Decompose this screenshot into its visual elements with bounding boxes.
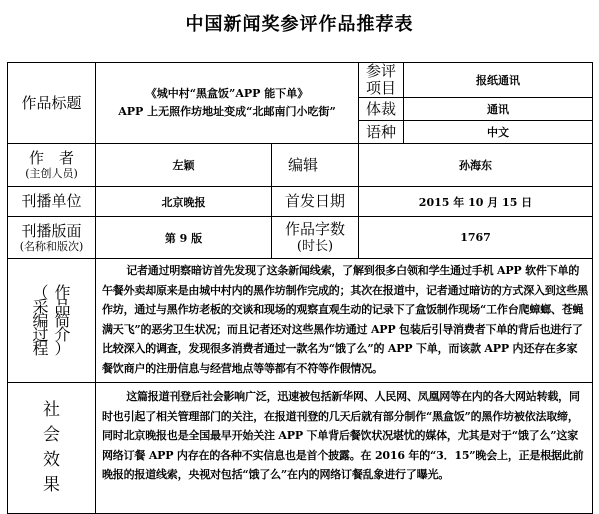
process-label-char: 简	[54, 310, 71, 330]
effect-label-char: 效	[43, 450, 60, 470]
author-label: 作 者	[28, 149, 74, 167]
work-title-label: 作品标题	[8, 63, 96, 144]
process-label-char: 程	[32, 338, 49, 358]
edition-value: 第 9 版	[96, 217, 272, 259]
process-label-char: 编	[32, 310, 49, 330]
word-count-label-cell	[272, 217, 359, 259]
word-count-label: 作品字数	[284, 219, 345, 238]
genre-value: 通讯	[404, 98, 593, 121]
effect-label	[8, 398, 95, 498]
effect-label-char: 果	[43, 475, 60, 495]
author-value: 左颖	[96, 144, 272, 187]
process-label-cell	[8, 259, 96, 383]
category-label: 参评项目	[359, 63, 404, 98]
word-count-sublabel: (时长)	[296, 238, 334, 254]
category-value: 报纸通讯	[404, 63, 593, 98]
work-title-value	[96, 63, 359, 144]
publisher-value: 北京晚报	[96, 187, 272, 217]
process-label-char: 介	[54, 324, 71, 344]
language-value: 中文	[404, 121, 593, 144]
process-label-col1	[32, 282, 49, 358]
work-title-line2: APP 上无照作坊地址变成“北邮南门小吃街”	[118, 105, 336, 118]
word-count-value: 1767	[359, 217, 593, 259]
date-label: 首发日期	[272, 187, 359, 217]
author-label-cell	[8, 144, 96, 187]
process-label-char: 品	[54, 296, 71, 316]
work-title-line1: 《城中村“黑盒饭”APP 能下单》	[145, 87, 309, 100]
page-title: 中国新闻奖参评作品推荐表	[185, 14, 414, 35]
effect-text: 这篇报道刊登后社会影响广泛，迅速被包括新华网、人民网、凤凰网等在内的各大网站转载，同时也引起了相关管理部门的关注，在报道刊登的几天后就有部分制作“黑盒饭”的黑作坊被依法取缔，同时北京晚报也是全国最早开始关注 APP 下单背后餐饮状况堪忧的媒体，尤其是对于“饿了么”这家网络订餐 APP 内存在的各种不实信息也是首个披露。在 2016 年的“3．15”晚会上，正是根据此前晚报的报道线索，央视对包括“饿了么”在内的网络订餐乱象进行了曝光。	[96, 383, 593, 514]
edition-sublabel: (名称和版次)	[19, 239, 84, 253]
process-label-col2	[54, 282, 71, 358]
language-label: 语种	[359, 121, 404, 144]
process-label-char: （	[32, 282, 49, 302]
effect-label-char: 社	[43, 400, 60, 420]
effect-label-cell	[8, 383, 96, 514]
process-label-char: ）	[54, 338, 71, 358]
editor-value: 孙海东	[359, 144, 593, 187]
author-sublabel: (主创人员)	[25, 167, 78, 180]
process-label-char: 过	[32, 324, 49, 344]
process-label-char: 作	[54, 282, 71, 302]
publisher-label: 刊播单位	[8, 187, 96, 217]
edition-label: 刊播版面	[21, 221, 82, 240]
date-value: 2015 年 10 月 15 日	[359, 187, 593, 217]
genre-label: 体裁	[359, 98, 404, 121]
recommendation-form-table	[7, 62, 593, 514]
editor-label: 编辑	[272, 144, 359, 187]
edition-label-cell	[8, 217, 96, 259]
effect-label-char: 会	[43, 425, 60, 445]
process-label-char: 采	[32, 296, 49, 316]
process-text: 记者通过明察暗访首先发现了这条新闻线索，了解到很多白领和学生通过手机 APP 软件下单的午餐外卖却原来是由城中村内的黑作坊制作完成的；其次在报道中，记者通过暗访的方式深入到这些黑作坊，通过与黑作坊老板的交谈和现场的观察直观生动的记录下了盒饭制作现场“工作台爬蟑螂、苍蝇满天飞”的恶劣卫生状况；而且记者还对这些黑作坊通过 APP 包装后引导消费者下单的背后也进行了比较深入的调查，发现很多消费者通过一款名为“饿了么”的 APP 下单，而该款 APP 内还存在多家餐饮商户的注册信息与经营地点等等都有不符等作假情况。	[96, 259, 593, 383]
